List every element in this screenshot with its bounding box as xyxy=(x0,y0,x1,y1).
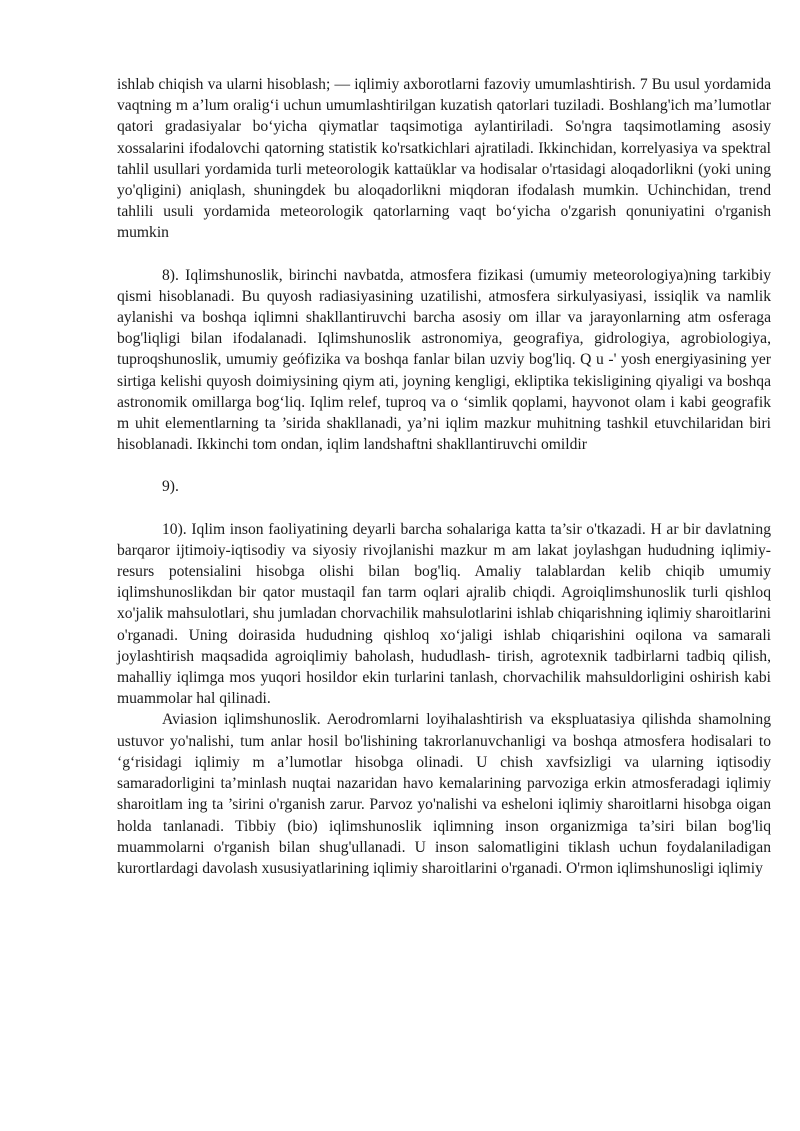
paragraph-9-empty: 9). xyxy=(162,478,179,496)
document-page xyxy=(117,74,771,879)
paragraph-statistics-methods: ishlab chiqish va ularni hisoblash; — iqlimiy axborotlarni fazoviy umumlashtirish. 7 Bu usul yordamida vaqtning m a’lum oralig‘i uchun umumlashtirilgan kuzatish qatorlari tuziladi. Boshlang'ich ma’lumotlar qatori gradasiyalar bo‘yicha qiymatlar taqsimotiga aylantiriladi. So'ngra taqsimotlaming asosiy xossalarini ifodalovchi qatorning statistik ko'rsatkichlari ajratiladi. Ikkinchidan, korrelyasiya va spektral tahlil usullari yordamida turli meteorologik kattaüklar va hodisalar o'rtasidagi aloqadorlikni (yoki uning yo'qligini) aniqlash, shuningdek bu aloqadorlikni miqdoran ifodalash mumkin. Uchinchidan, trend tahlili usuli yordamida meteorologik qatorlarning vaqt bo‘yicha o'zgarish qonuniyatini o'rganish mumkin xyxy=(117,76,771,242)
paragraph-aviation-climatology: Aviasion iqlimshunoslik. Aerodromlarni loyihalashtirish va ekspluatasiya qilishda shamolning ustuvor yo'nalishi, tum anlar hosil bo'lishining takrorlanuvchanligi va boshqa atmosfera hodisalari to ‘g‘risidagi iqlimiy m a’lumotlar hisobga olinadi. U chish xavfsizligi va ularning iqtisodiy samaradorligini ta’minlash nuqtai nazaridan havo kemalarining parvoziga erkin atmosferadagi iqlimiy sharoitlam ing ta ’sirini o'rganish zarur. Parvoz yo'nalishi va esheloni iqlimiy sharoitlarni hisobga oigan holda tanlanadi. Tibbiy (bio) iqlimshunoslik iqlimning inson organizmiga ta’siri bilan bog'liq muammolarni o'rganish bilan shug'ullanadi. U inson salomatligini tiklash uchun foydalaniladigan kurortlardagi davolash xususiyatlarining iqlimiy sharoitlarini o'rganadi. O'rmon iqlimshunosligi iqlimiy xyxy=(117,711,771,877)
paragraph-10-agroclimatology: 10). Iqlim inson faoliyatining deyarli barcha sohalariga katta ta’sir o'tkazadi. H ar bir davlatning barqaror ijtimoiy-iqtisodiy va siyosiy rivojlanishi mazkur m am lakat joylashgan hududning iqlimiy-resurs potensialini hisobga olishi bilan bog'liq. Amaliy talablardan kelib chiqib umumiy iqlimshunoslikdan bir qator mustaqil fan tarm oqlari ajralib chiqdi. Agroiqlimshunoslik turli qishloq xo'jalik mahsulotlari, shu jumladan chorvachilik mahsulotlarini ishlab chiqarishning iqlimiy sharoitlarini o'rganadi. Uning doirasida hududning qishloq xo‘jaligi ishlab chiqarishini oqilona va samarali joylashtirish maqsadida agroiqlimiy baholash, hududlash- tirish, agrotexnik tadbirlarni tadbiq qilish, mahalliy iqlimga mos yuqori hosildor ekin turlarini tanlash, chorvachilik mahsuldorligini oshirish kabi muammolar hal qilinadi. xyxy=(117,520,771,708)
paragraph-8-climatology-relations: 8). Iqlimshunoslik, birinchi navbatda, atmosfera fizikasi (umumiy meteorologiya)ning tarkibiy qismi hisoblanadi. Bu quyosh radiasiyasining uzatilishi, atmosfera sirkulyasiyasi, issiqlik va namlik aylanishi va boshqa iqlimni shakllantiruvchi barcha asosiy om illar va jarayonlarning atm osferaga bog'liqligi bilan ifodalanadi. Iqlimshunoslik astronomiya, geografiya, gidrologiya, agrobiologiya, tuproqshunoslik, umumiy geófizika va boshqa fanlar bilan uzviy bog'liq. Q u -' yosh energiyasining yer sirtiga kelishi quyosh doimiysining qiym ati, joyning kengligi, ekliptika tekisligining qiyaligi va boshqa astronomik omillarga bog‘liq. Iqlim relef, tuproq va o ‘simlik qoplami, hayvonot olam i kabi geografik m uhit elementlarning ta ’sirida shakllanadi, ya’ni iqlim mazkur muhitning tashkil etuvchilaridan biri hisoblanadi. Ikkinchi tom ondan, iqlim landshaftni shakllantiruvchi omildir xyxy=(117,266,771,454)
